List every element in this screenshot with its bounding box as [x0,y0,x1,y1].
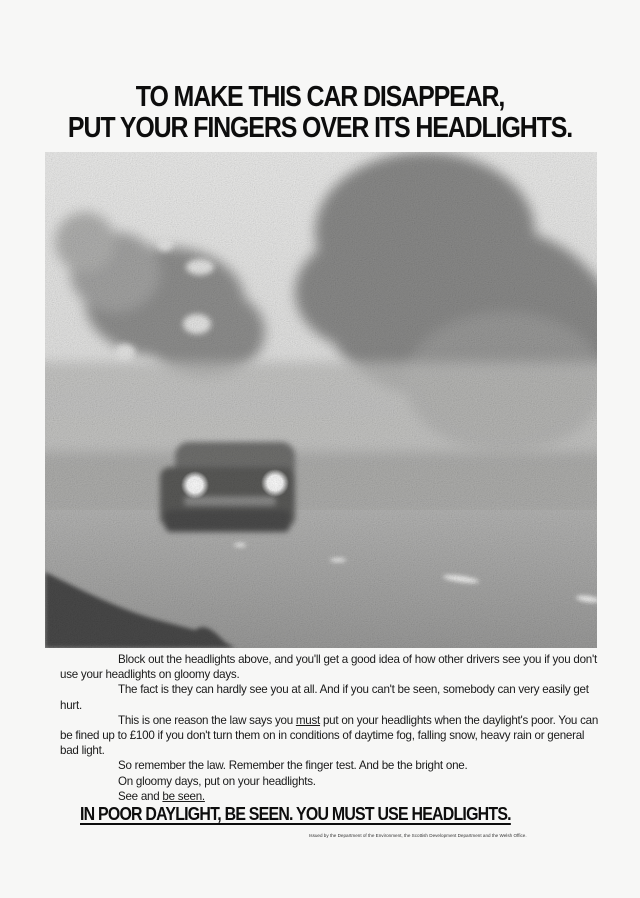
law-emphasis: must [295,713,321,727]
car-in-fog-photo [45,152,597,648]
be-seen-emphasis: be seen. [162,789,205,803]
law-text-before: This is one reason the law says you [118,713,296,727]
slogan: IN POOR DAYLIGHT, BE SEEN. YOU MUST USE HEADLIGHTS. [80,803,511,824]
paragraph-headlights-test: Block out the headlights above, and you'll get a good idea of how other drivers see you if you don't use your headlights on gloomy days. [60,653,597,682]
paragraph-see-and-be-seen [60,789,600,804]
law-text-after: put on your headlights when the daylight's poor. You can be fined up to £100 if you don't turn them on in conditions of daytime fog, falling snow, heavy rain or general bad light. [60,713,599,758]
paragraph-law [60,713,600,759]
headline [45,82,595,144]
photograph-car-in-fog-icon [45,152,597,648]
paragraph-remember: So remember the law. Remember the finger test. And be the bright one. [118,759,468,773]
paragraph-hardly-see: The fact is they can hardly see you at all. And if you can't be seen, somebody can very easily get hurt. [60,683,589,712]
body-copy [60,652,600,804]
headline-line-2: PUT YOUR FINGERS OVER ITS HEADLIGHTS. [67,112,573,144]
see-and-text: See and [118,789,163,803]
paragraph-gloomy-days: On gloomy days, put on your headlights. [118,774,316,788]
headline-line-1: TO MAKE THIS CAR DISAPPEAR, [135,81,505,113]
issuer-credit: Issued by the Department of the Environment, the Scottish Development Department and the Welsh Office. [309,833,527,838]
